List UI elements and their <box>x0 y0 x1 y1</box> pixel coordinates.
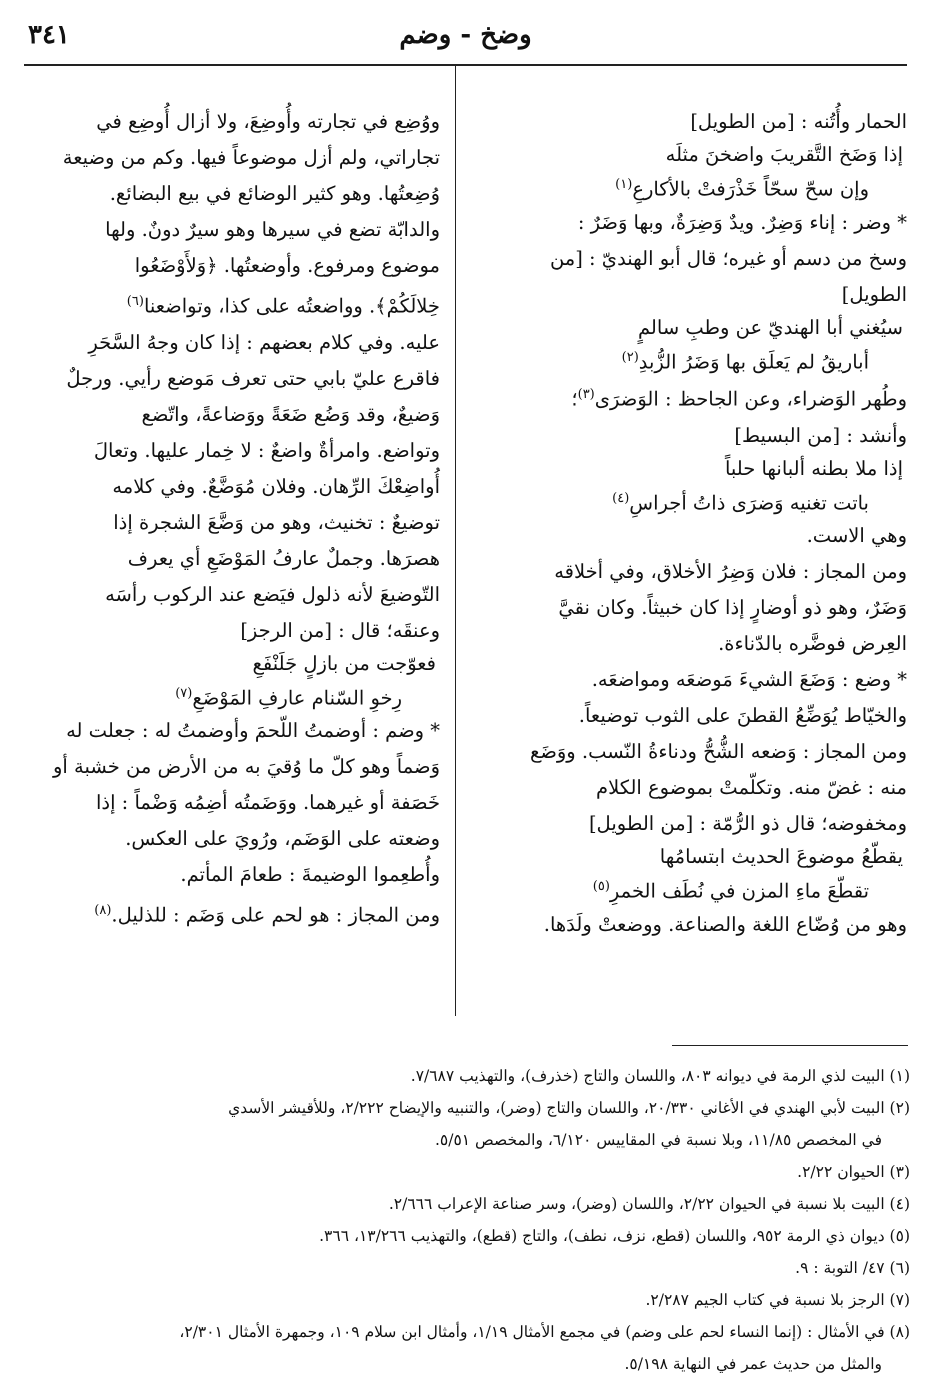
text-line: وسخ من دسم أو غيره؛ قال أبو الهنديّ : [من <box>549 246 907 270</box>
text-line: هصرَها. وجملٌ عارفُ المَوْضَعِ أي يعرف <box>127 546 440 570</box>
verse-line: إذا وَضَخ التَّقريبَ واضخنَ مثلَه <box>665 143 903 166</box>
verse-line <box>30 679 436 714</box>
footnote: (١) البيت لذي الرمة في ديوانه ٨٠٣، واللسان والتاج (خذرف)، والتهذيب ٧/٦٨٧. <box>410 1067 910 1085</box>
text-line: وَضماً وهو كلّ ما وُقيَ به من الأرض من خشبة أو <box>53 755 440 778</box>
text-line: وأنشد : [من البسيط] <box>734 423 907 447</box>
verse-line: سيُغني أبا الهنديّ عن وطبِ سالمٍ <box>637 315 903 339</box>
verse <box>467 313 907 378</box>
text-span: وطُهر الوَضراء، وعن الجاحظ : الوَضرَى <box>594 387 907 411</box>
text-line <box>30 893 440 934</box>
footnote: (٣) الحيوان ٢/٢٢. <box>797 1163 910 1181</box>
column-divider <box>455 66 456 1016</box>
footnote: (٦) ٤٧/ التوبة : ٩. <box>795 1259 910 1277</box>
text-line: الطويل] <box>841 282 907 306</box>
text-span: ومن المجاز : هو لحم على وَضَم : للذليل. <box>111 903 440 927</box>
footnote-ref[interactable]: (٨) <box>94 903 112 918</box>
header-rule <box>24 64 907 66</box>
verse <box>467 842 907 907</box>
footnotes <box>30 1060 910 1380</box>
page-title: وضخ - وضم <box>399 20 532 50</box>
footnote: (٨) في الأمثال : (إنما النساء لحم على وضم) في مجمع الأمثال ١/١٩، وأمثال ابن سلام ١٠٩، وجمهرة الأمثال ٢/٣٠١، <box>179 1323 910 1341</box>
text-line: التّوضيعَ لأنه ذلول فيَضع عند الركوب رأسَه <box>105 582 440 606</box>
verse-line: فعوّجت من بازلٍ جَلَنْفَعِ <box>252 651 436 675</box>
verse-line <box>467 484 903 519</box>
verse <box>467 454 907 519</box>
verse-text: وإن سحّ سحّاً خَذْرَفتْ بالأكارعِ <box>632 177 869 201</box>
text-line: وضعته على الوَضَم، ورُويَ على العكس. <box>125 827 440 850</box>
entry-wadaa: * وضع : وَضَعَ الشيءَ مَوضعَه ومواضعَه. <box>591 668 907 691</box>
verse-line: يقطّعُ موضوعَ الحديث ابتسامُها <box>659 845 903 868</box>
verse-line <box>467 343 903 378</box>
text-line: ومن المجاز : وَضعه الشُّحُّ ودناءةُ النّسب. ووَضَع <box>529 740 907 763</box>
footnote-rule <box>672 1045 908 1046</box>
footnote-continuation: في المخصص ١١/٨٥، وبلا نسبة في المقاييس ٦/١٢٠، والمخصص ٥/٥١. <box>434 1131 882 1149</box>
verse-line <box>467 872 903 907</box>
entry-wadar: * وضر : إناء وَضِرٌ. ويدٌ وَضِرَةٌ، وبها وَضَرٌ : <box>577 210 907 234</box>
left-column <box>30 104 440 934</box>
text-line: أُواضِعْكَ الرِّهان. وفلان مُوَضَّعٌ. وفي كلامه <box>112 474 440 498</box>
footnote: (٢) البيت لأبي الهندي في الأغاني ٢٠/٣٣٠، واللسان والتاج (وضر)، والتنبيه والإيضاح ٢/٢٢٢، وللأقيشر الأسدي <box>228 1099 910 1117</box>
verse-text: تقطّعَ ماءِ المزن في نُطَف الخمرِ <box>609 879 869 903</box>
text-line: الحمار وأُتُنه : [من الطويل] <box>690 110 907 133</box>
text-line: وأُطعِموا الوضيمةَ : طعامَ المأتم. <box>180 863 440 886</box>
footnote: (٤) البيت بلا نسبة في الحيوان ٢/٢٢، واللسان (وضر)، وسر صناعة الإعراب ٢/٦٦٦. <box>388 1195 910 1213</box>
text-line: عليه. وفي كلام بعضهم : إذا كان وجهُ السَّحَرِ <box>88 330 440 354</box>
text-line: وهي الاست. <box>806 524 907 547</box>
verse-line: إذا ملا بطنه ألبانها حلباً <box>724 456 903 480</box>
footnote-ref[interactable]: (١) <box>615 177 633 192</box>
text-span: خِلالَكُمْ﴾. وواضعتُه على كذا، وتواضعنا <box>143 294 440 318</box>
text-line: فاقرع عليّ بابي حتى تعرف مَوضع رأيي. ورجلٌ <box>66 366 440 390</box>
text-line: ووُضِع في تجارته وأُوضِعَ، ولا أزال أُوضِع في <box>96 110 440 133</box>
text-line: موضوع ومرفوع. وأوضعتُها. ﴿وَلأَوْضَعُوا <box>134 254 440 277</box>
text-line: ومن المجاز : فلان وَضِرُ الأخلاق، وفي أخلاقه <box>554 560 907 583</box>
footnote-ref[interactable]: (٦) <box>126 294 144 309</box>
text-line: خَصَفة أو غيرهما. ووَضَمتُه أضِمُه وَضْماً : إذا <box>95 791 440 814</box>
text-line <box>30 284 440 325</box>
verse-text: أباريقُ لم يَعلَق بها وَضَرُ الزُّبدِ <box>638 350 869 373</box>
verse-text: باتت تغنيه وَضرَى ذاتُ أجراسِ <box>629 491 869 514</box>
footnote-ref[interactable]: (٤) <box>612 490 630 506</box>
verse-text: رِخوِ السّنام عارفِ المَوْضَعِ <box>192 686 402 709</box>
text-line: وُضِعتُها. وهو كثير الوضائع في بيع البضائع. <box>109 182 440 205</box>
text-line: تجاراتي، ولم أزل موضوعاً فيها. وكم من وضيعة <box>62 146 440 169</box>
text-line: وتواضع. وامرأةٌ واضعٌ : لا خِمار عليها. وتعالَ <box>93 438 440 462</box>
text-line: وطُهر الوَضراء، وعن الجاحظ : الوَضرَى$^{(٣)}$؛ <box>571 387 907 411</box>
footnote-ref[interactable]: (٢) <box>621 349 639 365</box>
text-line: والخيّاط يُوَضِّعُ القطنَ على الثوب توضيعاً. <box>578 704 907 727</box>
footnote: (٧) الرجز بلا نسبة في كتاب الجيم ٢/٢٨٧. <box>645 1291 910 1309</box>
right-column <box>467 104 907 943</box>
text-line: والدابّة تضع في سيرها وهو سيرٌ دونٌ. ولها <box>105 218 440 241</box>
text-line: وعنقَه؛ قال : [من الرجز] <box>240 618 440 642</box>
entry-wadam: * وضم : أوضمتُ اللّحمَ وأوضمتُ له : جعلت له <box>66 719 440 742</box>
verse-line <box>467 170 903 205</box>
page-number: ٣٤١ <box>28 20 70 50</box>
text-line: العِرض فوضَّره بالدّناءة. <box>718 632 907 655</box>
text-line: ومخفوضه؛ قال ذو الرُّمّة : [من الطويل] <box>588 812 907 835</box>
text-line: وَضَرٌ، وهو ذو أوضارٍ إذا كان خبيثاً. وكان نقيَّ <box>558 596 907 619</box>
text-line: منه : غضّ منه. وتكلّمتْ بموضوع الكلام <box>596 776 907 799</box>
footnote-ref[interactable]: (٥) <box>592 879 610 894</box>
footnote-ref[interactable]: (٧) <box>175 685 193 701</box>
text-line: توضيعٌ : تخنيث، وهو من وَضَّعَ الشجرة إذا <box>113 510 440 534</box>
text-line: وَضيعٌ، وقد وَضُع ضَعَةً ووَضاعةً، واتّضع <box>141 402 440 426</box>
verse <box>467 140 907 205</box>
page-header <box>24 18 907 58</box>
footnote-continuation: والمثل من حديث عمر في النهاية ٥/١٩٨. <box>624 1355 882 1373</box>
footnote-ref[interactable]: (٣) <box>577 387 595 402</box>
text-line: وهو من وُضّاع اللغة والصناعة. ووضعتْ ولَدَها. <box>543 912 907 936</box>
footnote: (٥) ديوان ذي الرمة ٩٥٢، واللسان (قطع، نزف، نطف)، والتاج (قطع)، والتهذيب ١٣/٢٦٦، ٣٦٦. <box>319 1227 910 1245</box>
verse <box>30 649 440 714</box>
